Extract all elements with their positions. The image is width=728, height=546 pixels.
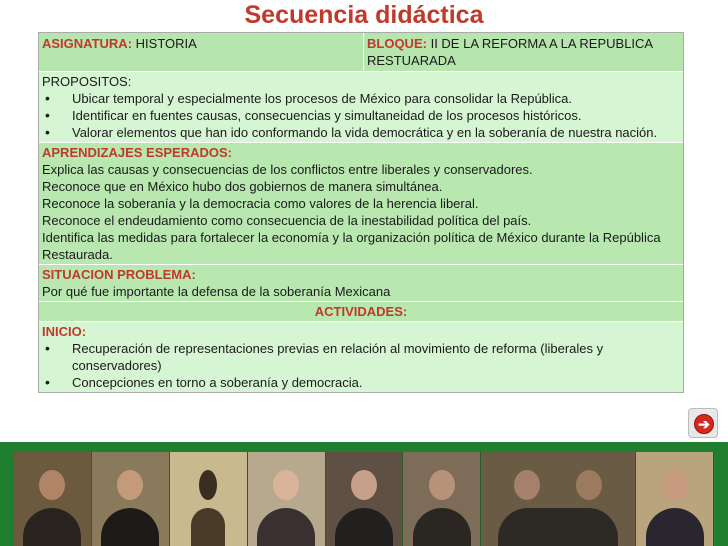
bloque-value: II DE LA REFORMA A LA REPUBLICA RESTUARADA: [367, 36, 653, 68]
situacion-heading: SITUACION PROBLEMA:: [42, 267, 196, 282]
portrait-image: [92, 452, 170, 546]
list-item: • Ubicar temporal y especialmente los procesos de México para consolidar la República.: [42, 90, 680, 107]
historical-portraits-strip: [14, 452, 714, 546]
asignatura-label: ASIGNATURA:: [42, 36, 133, 51]
aprendizajes-section: [39, 143, 683, 265]
mural-image: [481, 452, 636, 546]
portrait-image: [170, 452, 248, 546]
portrait-image: [14, 452, 92, 546]
inicio-section: [39, 322, 683, 392]
list-item: • Recuperación de representaciones previas en relación al movimiento de reforma (liberales y conservadores): [42, 340, 680, 374]
list-item: • Valorar elementos que han ido conformando la vida democrática y en la soberanía de nuestra nación.: [42, 124, 680, 141]
aprendizajes-heading: APRENDIZAJES ESPERADOS:: [42, 145, 232, 160]
header-row: [39, 33, 683, 72]
inicio-heading: INICIO:: [42, 324, 87, 339]
lesson-table: [38, 32, 684, 393]
propositos-list: [42, 90, 680, 141]
aprendizaje-line: Explica las causas y consecuencias de los conflictos entre liberales y conservadores.: [42, 162, 533, 177]
next-slide-button[interactable]: [688, 408, 718, 438]
aprendizaje-line: Reconoce el endeudamiento como consecuencia de la inestabilidad política del país.: [42, 213, 532, 228]
situacion-section: [39, 265, 683, 302]
propositos-heading: PROPOSITOS:: [42, 74, 132, 89]
portrait-image: [403, 452, 481, 546]
aprendizaje-line: Reconoce la soberanía y la democracia como valores de la herencia liberal.: [42, 196, 479, 211]
bloque-cell: [364, 33, 683, 71]
list-item: • Concepciones en torno a soberanía y democracia.: [42, 374, 680, 391]
actividades-row: [39, 302, 683, 322]
page-title: Secuencia didáctica: [244, 1, 484, 29]
portrait-image: [636, 452, 714, 546]
propositos-section: [39, 72, 683, 143]
bottom-banner: [0, 442, 728, 546]
situacion-text: Por qué fue importante la defensa de la soberanía Mexicana: [42, 284, 391, 299]
asignatura-cell: [39, 33, 364, 71]
actividades-heading: ACTIVIDADES:: [314, 304, 408, 319]
asignatura-value: HISTORIA: [135, 36, 197, 51]
aprendizaje-line: Reconoce que en México hubo dos gobiernos de manera simultánea.: [42, 179, 443, 194]
bloque-label: BLOQUE:: [367, 36, 427, 51]
list-item: • Identificar en fuentes causas, consecuencias y simultaneidad de los procesos históricos.: [42, 107, 680, 124]
portrait-image: [326, 452, 404, 546]
inicio-list: [42, 340, 680, 391]
right-arrow-icon: ➔: [694, 414, 714, 434]
aprendizaje-line: Identifica las medidas para fortalecer la economía y la organización política de México durante la República Restaurada.: [42, 230, 661, 262]
portrait-image: [248, 452, 326, 546]
